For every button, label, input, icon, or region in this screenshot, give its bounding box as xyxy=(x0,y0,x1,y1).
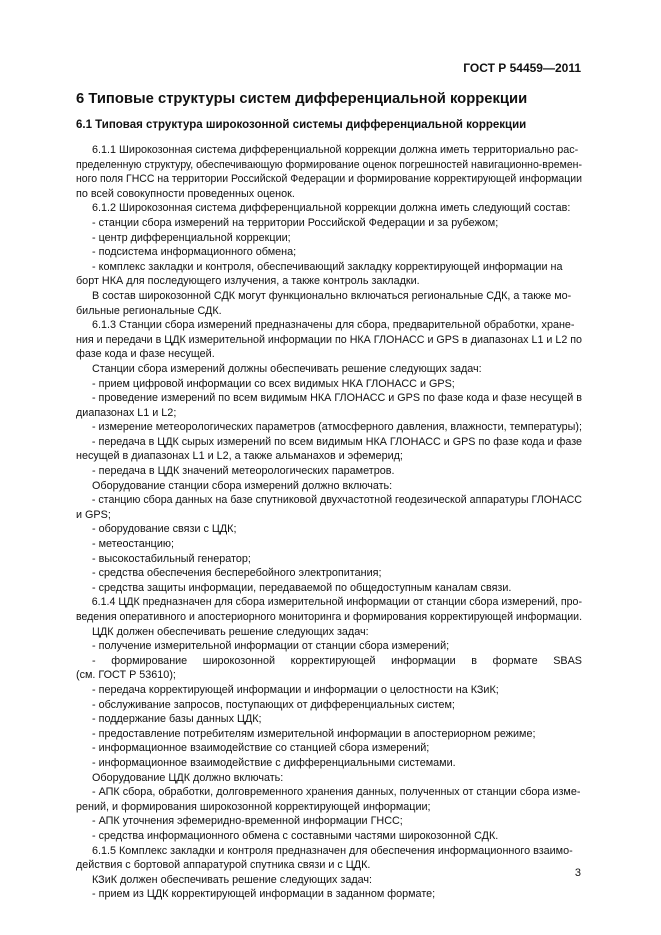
subsection-heading: 6.1 Типовая структура широкозонной системы дифференциальной коррекции xyxy=(76,119,527,131)
list-item: - формирование широкозонной корректирующей информации в формате SBAS xyxy=(92,654,582,667)
text-line: несущей в диапазонах L1 и L2, а также альманахов и эфемерид; xyxy=(76,450,403,463)
text-line: 6.1.2 Широкозонная система дифференциальной коррекции должна иметь следующий состав: xyxy=(92,202,571,215)
body-text xyxy=(76,143,582,902)
section-heading: 6 Типовые структуры систем дифференциальной коррекции xyxy=(76,91,528,107)
list-item: - предоставление потребителям измерительной информации в апостериорном режиме; xyxy=(92,727,536,740)
text-line: ЦДК должен обеспечивать решение следующих задач: xyxy=(92,625,369,638)
list-item: - измерение метеорологических параметров (атмосферного давления, влажности, температуры); xyxy=(91,421,582,434)
list-item: - передача в ЦДК сырых измерений по всем видимым НКА ГЛОНАСС и GPS по фазе кода и фазе xyxy=(91,435,583,448)
list-item: - оборудование связи с ЦДК; xyxy=(92,523,237,536)
text-line: (см. ГОСТ Р 53610); xyxy=(76,669,176,682)
text-line: пределенную структуру, обеспечивающую формирование оценок погрешностей навигационно-времен- xyxy=(76,158,582,171)
text-line: 6.1.4 ЦДК предназначен для сбора измерительной информации от станции сбора измерений, про- xyxy=(91,596,583,609)
list-item: - подсистема информационного обмена; xyxy=(92,246,297,259)
list-item: - средства защиты информации, передаваемой по общедоступным каналам связи. xyxy=(92,581,512,594)
list-item: - высокостабильный генератор; xyxy=(92,552,251,565)
text-line: рений, и формирования широкозонной корректирующей информации; xyxy=(76,800,431,813)
list-item: - АПК сбора, обработки, долговременного хранения данных, полученных от станции сбора изме- xyxy=(92,786,581,799)
text-line: и GPS; xyxy=(76,508,111,521)
text-line: Станции сбора измерений должны обеспечивать решение следующих задач: xyxy=(92,362,482,375)
list-item: - центр дифференциальной коррекции; xyxy=(92,231,291,244)
text-line: КЗиК должен обеспечивать решение следующих задач: xyxy=(92,873,373,886)
text-line: борт НКА для последующего излучения, а также контроль закладки. xyxy=(76,275,420,288)
list-item: - АПК уточнения эфемеридно-временной информации ГНСС; xyxy=(92,815,403,828)
list-item: - передача корректирующей информации и информации о целостности на КЗиК; xyxy=(92,683,499,696)
list-item: - прием цифровой информации со всех видимых НКА ГЛОНАСС и GPS; xyxy=(92,377,455,390)
list-item: - информационное взаимодействие со станцией сбора измерений; xyxy=(92,742,430,755)
list-item: - метеостанцию; xyxy=(92,538,174,551)
text-line: бильные региональные СДК. xyxy=(76,304,222,317)
text-line: диапазонах L1 и L2; xyxy=(76,406,177,419)
text-line: действия с бортовой аппаратурой спутника связи и с ЦДК. xyxy=(76,859,371,872)
text-line: Оборудование ЦДК должно включать: xyxy=(92,771,284,784)
text-line: 6.1.3 Станции сбора измерений предназначены для сбора, предварительной обработки, хране- xyxy=(92,319,575,332)
text-line: 6.1.1 Широкозонная система дифференциальной коррекции должна иметь территориально рас- xyxy=(92,144,579,156)
text-line: фазе кода и фазе несущей. xyxy=(76,348,215,361)
text-line: В состав широкозонной СДК могут функционально включаться региональные СДК, а также мо- xyxy=(92,289,572,302)
document-code: ГОСТ Р 54459—2011 xyxy=(463,61,581,75)
text-line: 6.1.5 Комплекс закладки и контроля предназначен для обеспечения информационного взаимо- xyxy=(92,844,573,857)
list-item: - средства информационного обмена с составными частями широкозонной СДК. xyxy=(92,829,499,842)
list-item: - информационное взаимодействие с дифференциальными системами. xyxy=(92,756,456,769)
list-item: - обслуживание запросов, поступающих от дифференциальных систем; xyxy=(92,698,455,711)
list-item: - проведение измерений по всем видимым НКА ГЛОНАСС и GPS по фазе кода и фазе несущей в xyxy=(91,392,583,405)
page-number: 3 xyxy=(574,867,581,879)
list-item: - передача в ЦДК значений метеорологических параметров. xyxy=(92,465,395,478)
list-item: - поддержание базы данных ЦДК; xyxy=(92,713,262,726)
list-item: - комплекс закладки и контроля, обеспечивающий закладку корректирующей информации на xyxy=(92,260,563,273)
list-item: - станцию сбора данных на базе спутниковой двухчастотной геодезической аппаратуры ГЛОНАСС xyxy=(91,494,583,507)
list-item: - прием из ЦДК корректирующей информации в заданном формате; xyxy=(92,888,436,901)
text-line: ния и передачи в ЦДК измерительной информации по НКА ГЛОНАСС и GPS в диапазонах L1 и L2 по xyxy=(76,333,583,346)
list-item: - средства обеспечения бесперебойного электропитания; xyxy=(92,567,382,580)
list-item: - получение измерительной информации от станции сбора измерений; xyxy=(92,640,450,653)
text-line: Оборудование станции сбора измерений должно включать: xyxy=(92,479,393,492)
text-line: ного поля ГНСС на территории Российской Федерации и формирование корректирующей информации xyxy=(76,173,582,186)
text-line: по всей совокупности проведенных оценок. xyxy=(76,187,295,200)
text-line: ведения оперативного и апостериорного мониторинга и формирования корректирующей информации. xyxy=(76,611,582,623)
list-item: - станции сбора измерений на территории Российской Федерации и за рубежом; xyxy=(92,216,499,229)
